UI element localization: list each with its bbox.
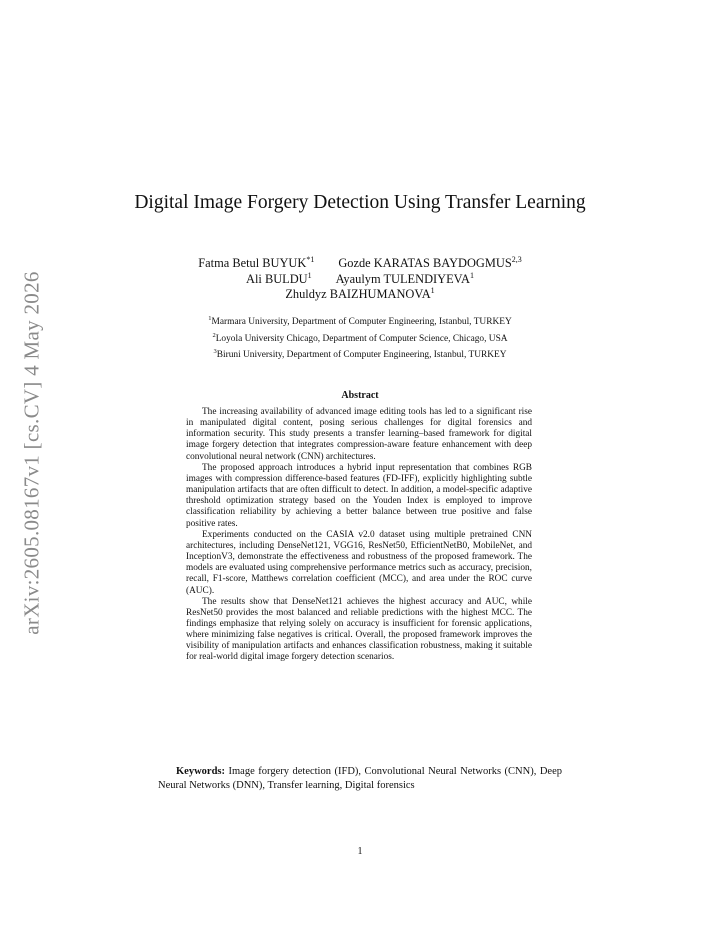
abstract-body: [186, 407, 532, 664]
arxiv-side-stamp: [12, 262, 52, 644]
author-affiliation-mark: 1: [469, 270, 474, 280]
affiliation-text: Loyola University Chicago, Department of Computer Science, Chicago, USA: [215, 333, 508, 344]
keywords-text: Image forgery detection (IFD), Convolutional Neural Networks (CNN), Deep Neural Networks (DNN), Transfer learning, Digital forensics: [158, 766, 562, 791]
abstract-paragraph: The proposed approach introduces a hybrid input representation that combines RGB images with compression difference-based features (FD-IFF), explicitly highlighting subtle manipulation artifacts that are often difficult to detect. In addition, a model-specific adaptive threshold optimization strategy based on the Youden Index is employed to improve classification reliability by achieving a better balance between true positive and false positive rates.: [186, 462, 532, 529]
author-name: Zhuldyz BAIZHUMANOVA: [285, 287, 431, 301]
author-name: Fatma Betul BUYUK: [198, 256, 307, 270]
abstract-heading: Abstract: [341, 390, 379, 401]
abstract-paragraph: Experiments conducted on the CASIA v2.0 dataset using multiple pretrained CNN architectures, including DenseNet121, VGG16, ResNet50, EfficientNetB0, MobileNet, and InceptionV3, demonstrate the effectiveness and robustness of the proposed framework. The models are evaluated using comprehensive performance metrics such as accuracy, precision, recall, F1-score, Matthews correlation coefficient (MCC), and area under the ROC curve (AUC).: [186, 529, 532, 596]
abstract-paragraph: The increasing availability of advanced image editing tools has led to a significant rise in manipulated digital content, posing serious challenges for digital forensics and information security. This study presents a transfer learning–based framework for digital image forgery detection that integrates compression-aware feature enhancement with deep convolutional neural network (CNN) architectures.: [186, 407, 532, 462]
author: [326, 256, 533, 272]
author: [186, 256, 326, 272]
affiliation-mark: 1: [208, 315, 212, 322]
affiliation-text: Marmara University, Department of Computer Engineering, Istanbul, TURKEY: [211, 317, 512, 327]
author-affiliation-mark: 1: [307, 270, 312, 280]
author-affiliation-mark: 1: [430, 286, 435, 295]
author-name: Ali BULDU: [246, 271, 308, 286]
paper-title: Digital Image Forgery Detection Using Transfer Learning: [134, 192, 586, 213]
affiliation: [120, 314, 600, 331]
author-name: Gozde KARATAS BAYDOGMUS: [338, 256, 512, 270]
arxiv-identifier: arXiv:2605.08167v1 [cs.CV] 4 May 2026: [19, 271, 44, 635]
author: [234, 272, 324, 288]
page-number: 1: [357, 846, 363, 857]
affiliation-mark: 2: [212, 331, 216, 339]
author-row: [120, 256, 600, 272]
author-affiliation-mark: 2,3: [511, 255, 522, 264]
affiliation: [120, 347, 600, 364]
author-list: [120, 256, 600, 303]
keywords: [158, 765, 562, 792]
author-name: Ayaulym TULENDIYEVA: [335, 271, 470, 286]
affiliation-mark: 3: [213, 348, 217, 355]
author-affiliation-mark: *1: [306, 255, 315, 264]
affiliation-text: Biruni University, Department of Computer Engineering, Istanbul, TURKEY: [216, 350, 507, 360]
keywords-label: Keywords:: [176, 766, 225, 777]
affiliation-list: [120, 314, 600, 364]
abstract-paragraph: The results show that DenseNet121 achieves the highest accuracy and AUC, while ResNet50 provides the most balanced and reliable predictions with the highest MCC. The findings emphasize that relying solely on accuracy is insufficient for forensic applications, where minimizing false negatives is critical. Overall, the proposed framework improves the visibility of manipulation artifacts and enhances classification robustness, making it suitable for real-world digital image forgery detection scenarios.: [186, 596, 532, 663]
author: [273, 287, 446, 303]
author-row: [120, 287, 600, 303]
author-row: [120, 272, 600, 288]
affiliation: [120, 331, 600, 348]
author: [324, 272, 486, 288]
